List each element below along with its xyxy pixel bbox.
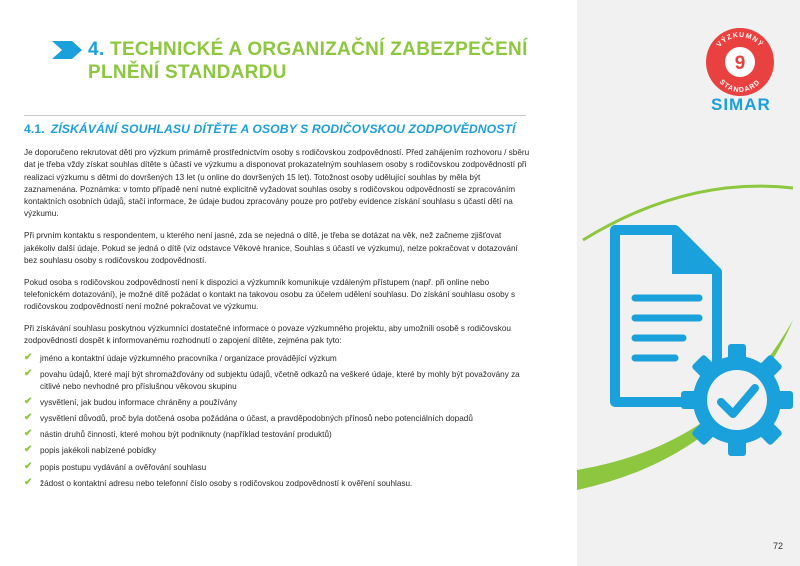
check-icon: ✔	[24, 367, 33, 379]
badge-number: 9	[734, 53, 746, 74]
standard-badge-icon	[702, 27, 778, 97]
list-item: ✔ jméno a kontaktní údaje výzkumného pracovníka / organizace provádějící výzkum	[24, 351, 337, 363]
list-item: ✔ popis jakékoli nabízené pobídky	[24, 444, 157, 456]
document-gear-check-icon	[577, 170, 800, 520]
check-icon: ✔	[24, 412, 33, 424]
chapter-title	[88, 38, 558, 84]
badge-arc-bottom: STANDARD	[718, 78, 763, 95]
section-number: 4.1.	[24, 122, 45, 136]
section-title	[24, 122, 516, 136]
paragraph: Při prvním kontaktu s respondentem, u kterého není jasné, zda se nejedná o dítě, je třeba se dotázat na věk, než začneme zjišťovat jakékoliv další údaje. Pokud se jedná o dítě (viz odstavce Věkové hranice, Souhlas s účastí ve výzkumu), nelze pokračovat v dotazování bez souhlasu osoby s rodičovskou zodpovědností.	[24, 231, 518, 265]
check-icon: ✔	[24, 460, 33, 472]
double-chevron-arrow-icon	[52, 41, 84, 59]
paragraph: Pokud osoba s rodičovskou zodpovědností není k dispozici a výzkumník komunikuje vzdáleným přístupem (např. při online nebo telefonickém dotazování), je možné dítě požádat o kontakt na takovou osobu za účelem udělení souhlasu. Do získání souhlasu osoby s rodičovskou zodpovědností není možné pokračovat ve výzkumu.	[24, 277, 516, 312]
list-item: ✔ vysvětlení důvodů, proč byla dotčená osoba požádána o účast, a pravděpodobných přínosů nebo potenciálních dopadů	[24, 412, 473, 424]
chapter-number: 4.	[88, 39, 105, 60]
requirements-checklist	[24, 353, 530, 490]
list-item: ✔ nástin druhů činností, které mohou být podniknuty (například testování produktů)	[24, 428, 332, 440]
section-title-text: ZÍSKÁVÁNÍ SOUHLASU DÍTĚTE A OSOBY S RODIČOVSKOU ZODPOVĚDNOSTÍ	[50, 122, 516, 136]
check-icon: ✔	[24, 351, 33, 363]
check-icon: ✔	[24, 444, 33, 456]
check-icon: ✔	[24, 396, 33, 408]
list-item: ✔ vysvětlení, jak budou informace chráněny a používány	[24, 396, 238, 408]
body-text	[24, 147, 530, 494]
brand-logo: SIMAR	[711, 95, 771, 114]
section-divider	[24, 115, 526, 116]
list-item: ✔ povahu údajů, které mají být shromažďovány od subjektu údajů, včetně odkazů na veškeré údaje, které by mohly být považovány za citlivé nebo nevhodné pro příslušnou věkovou skupinu	[24, 367, 520, 392]
page-number: 72	[773, 541, 784, 551]
badge-arc-top: VÝZKUMNÝ	[715, 31, 765, 49]
chapter-title-text: TECHNICKÉ A ORGANIZAČNÍ ZABEZPEČENÍ PLNĚNÍ STANDARDU	[88, 39, 528, 83]
list-item: ✔ žádost o kontaktní adresu nebo telefonní číslo osoby s rodičovskou zodpovědností k ověření souhlasu.	[24, 476, 413, 488]
check-icon: ✔	[24, 476, 33, 488]
paragraph: Při získávání souhlasu poskytnou výzkumníci dostatečné informace o povaze výzkumného projektu, aby umožnili osobě s rodičovskou zodpovědností dospět k informovanému rozhodnutí o zapojení dítěte, zejména pak tyto:	[24, 324, 511, 346]
paragraph: Je doporučeno rekrutovat děti pro výzkum primárně prostřednictvím osoby s rodičovskou zodpovědností. Před zahájením rozhovoru / sběru dat je třeba vždy získat souhlas dítěte s účastí ve výzkumu a disponovat prokazatelným souhlasem osoby s rodičovskou zodpovědností při realizaci výzkumu s dětmi do dovršených 13 let (u online do dovršených 15 let). Totožnost osoby udělující souhlas by měla být zaznamenána. Poznámka: v tomto případě není nutné explicitně vyžadovat souhlas osoby s rodičovskou odpovědností se zpracováním kontaktních osobních údajů, stačí informace, že údaje budou zpracovány pouze pro potřeby evidence získání souhlasu s účastí dětí na výzkumu.	[24, 148, 530, 219]
check-icon: ✔	[24, 428, 33, 440]
list-item: ✔ popis postupu vydávání a ověřování souhlasu	[24, 460, 207, 472]
